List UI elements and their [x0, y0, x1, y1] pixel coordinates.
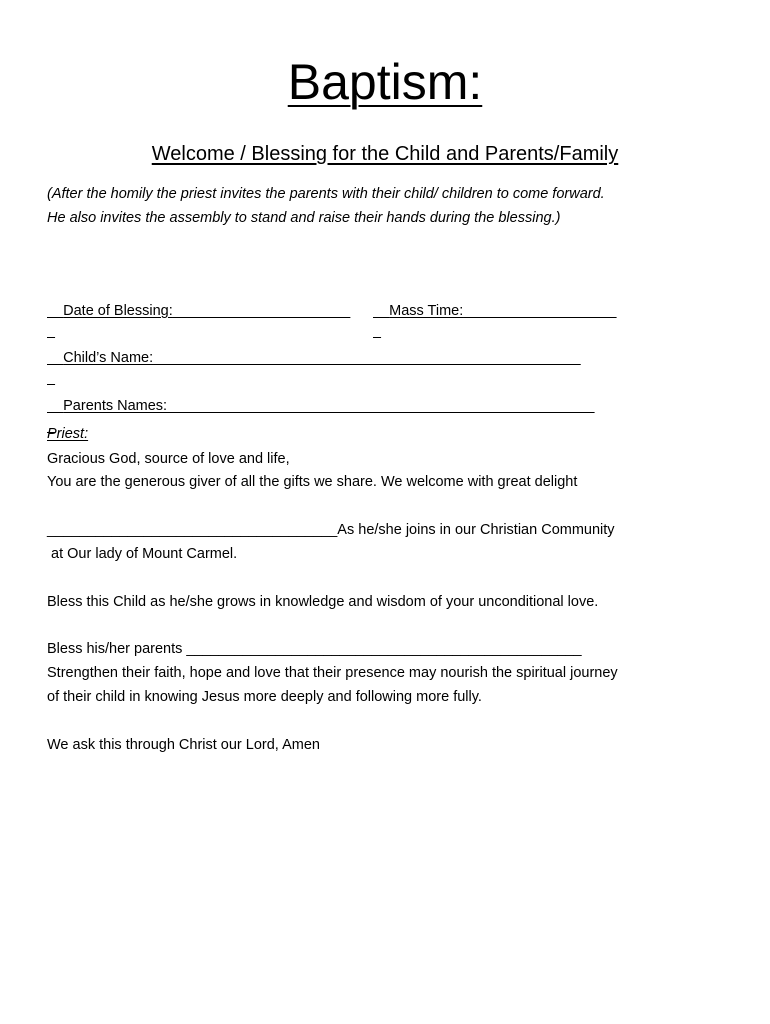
prayer-line-4: at Our lady of Mount Carmel. [47, 546, 238, 562]
mass-time-blank: ___________________ [463, 303, 617, 319]
document-title [0, 50, 770, 114]
prayer-line-1: Gracious God, source of love and life, [47, 451, 290, 467]
prayer-line-5: Bless this Child as he/she grows in knowledge and wisdom of your unconditional love. [47, 594, 599, 610]
mass-time-label: Mass Time: [389, 303, 464, 319]
subtitle-text: Welcome / Blessing for the Child and Parents/Family [151, 143, 619, 165]
date-of-blessing-blank: ______________________ [172, 303, 351, 319]
child-name-blank: _____________________________________________________ [153, 350, 581, 366]
instruction-line-1: (After the homily the priest invites the parents with their child/ children to come forward. [47, 186, 605, 202]
instruction-line-2: He also invites the assembly to stand and raise their hands during the blessing.) [47, 210, 561, 226]
parents-names-label: Parents Names: [63, 398, 168, 414]
date-of-blessing-label: Date of Blessing: [63, 303, 173, 319]
prayer-line-6: Bless his/her parents _________________________________________________ [47, 641, 582, 657]
prayer-line-2: You are the generous giver of all the gifts we share. We welcome with great delight [47, 474, 578, 490]
prayer-closing: We ask this through Christ our Lord, Amen [47, 737, 320, 753]
prayer-line-7: Strengthen their faith, hope and love that their presence may nourish the spiritual journey [47, 665, 618, 681]
speaker-label: Priest: [47, 426, 89, 442]
child-name-label: Child’s Name: [63, 350, 154, 366]
parents-names-field[interactable] [47, 376, 595, 436]
title-text: Baptism: [287, 54, 483, 110]
prayer-line-3: ____________________________________As he/she joins in our Christian Community [47, 522, 615, 538]
parents-names-blank: _____________________________________________________ [167, 398, 595, 414]
document-subtitle [0, 140, 770, 168]
prayer-line-8: of their child in knowing Jesus more deeply and following more fully. [47, 689, 482, 705]
